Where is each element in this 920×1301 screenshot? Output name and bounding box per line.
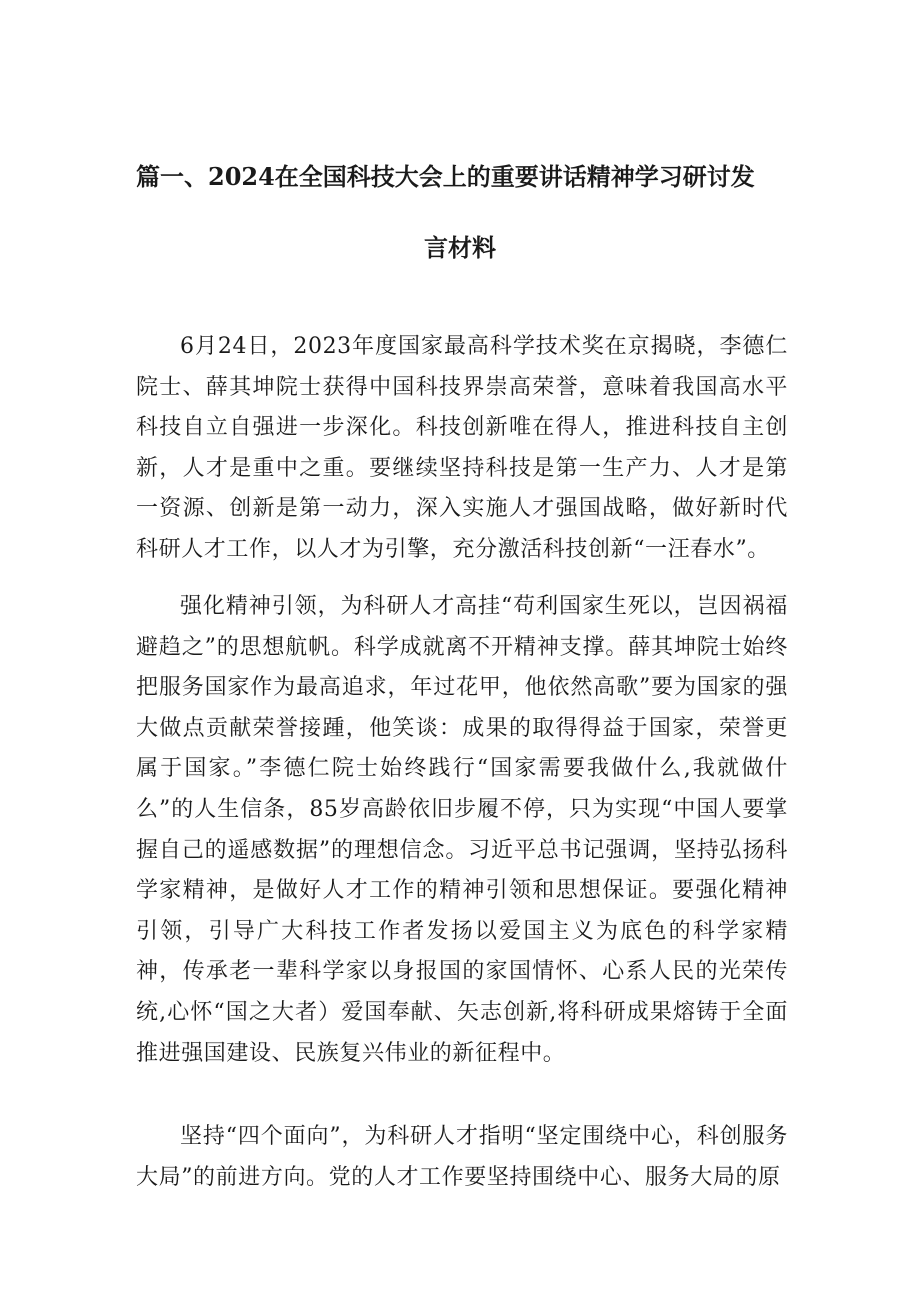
paragraph-1-container bbox=[136, 327, 788, 571]
paragraph: 强化精神引领，为科研人才高挂“苟利国家生死以，岂因祸福避趋之”的思想航帆。科学成就离不开精神支撑。薛其坤院士始终把服务国家作为最高追求，年过花甲，他依然高歌”要为国家的强大做点贡献荣誉接踵，他笑谈：成果的取得得益于国家，荣誉更属于国家。”李德仁院士始终践行“国家需要我做什么,我就做什么”的人生信条，85岁高龄依旧步履不停，只为实现“中国人要掌握自己的遥感数据”的理想信念。习近平总书记强调，坚持弘扬科学家精神，是做好人才工作的精神引领和思想保证。要强化精神引领，引导广大科技工作者发扬以爱国主义为底色的科学家精神，传承老一辈科学家以身报国的家国情怀、心系人民的光荣传统,心怀“国之大者）爱国奉献、矢志创新,将科研成果熔铸于全面推进强国建设、民族复兴伟业的新征程中。 bbox=[136, 594, 788, 1066]
document-title-line-2: 言材料 bbox=[424, 233, 496, 262]
paragraph-2-container bbox=[136, 587, 788, 1074]
paragraph-3-container bbox=[136, 1117, 788, 1198]
document-title-line-1: 篇一、2024在全国科技大会上的重要讲话精神学习研讨发 bbox=[136, 162, 755, 191]
paragraph: 6月24日，2023年度国家最高科学技术奖在京揭晓，李德仁院士、薛其坤院士获得中国科技界崇高荣誉，意味着我国高水平科技自立自强进一步深化。科技创新唯在得人，推进科技自主创新，人才是重中之重。要继续坚持科技是第一生产力、人才是第一资源、创新是第一动力，深入实施人才强国战略，做好新时代科研人才工作，以人才为引擎，充分激活科技创新“一汪春水”。 bbox=[136, 334, 788, 562]
paragraph: 坚持“四个面向”，为科研人才指明“坚定围绕中心，科创服务大局”的前进方向。党的人才工作要坚持围绕中心、服务大局的原 bbox=[136, 1124, 788, 1190]
